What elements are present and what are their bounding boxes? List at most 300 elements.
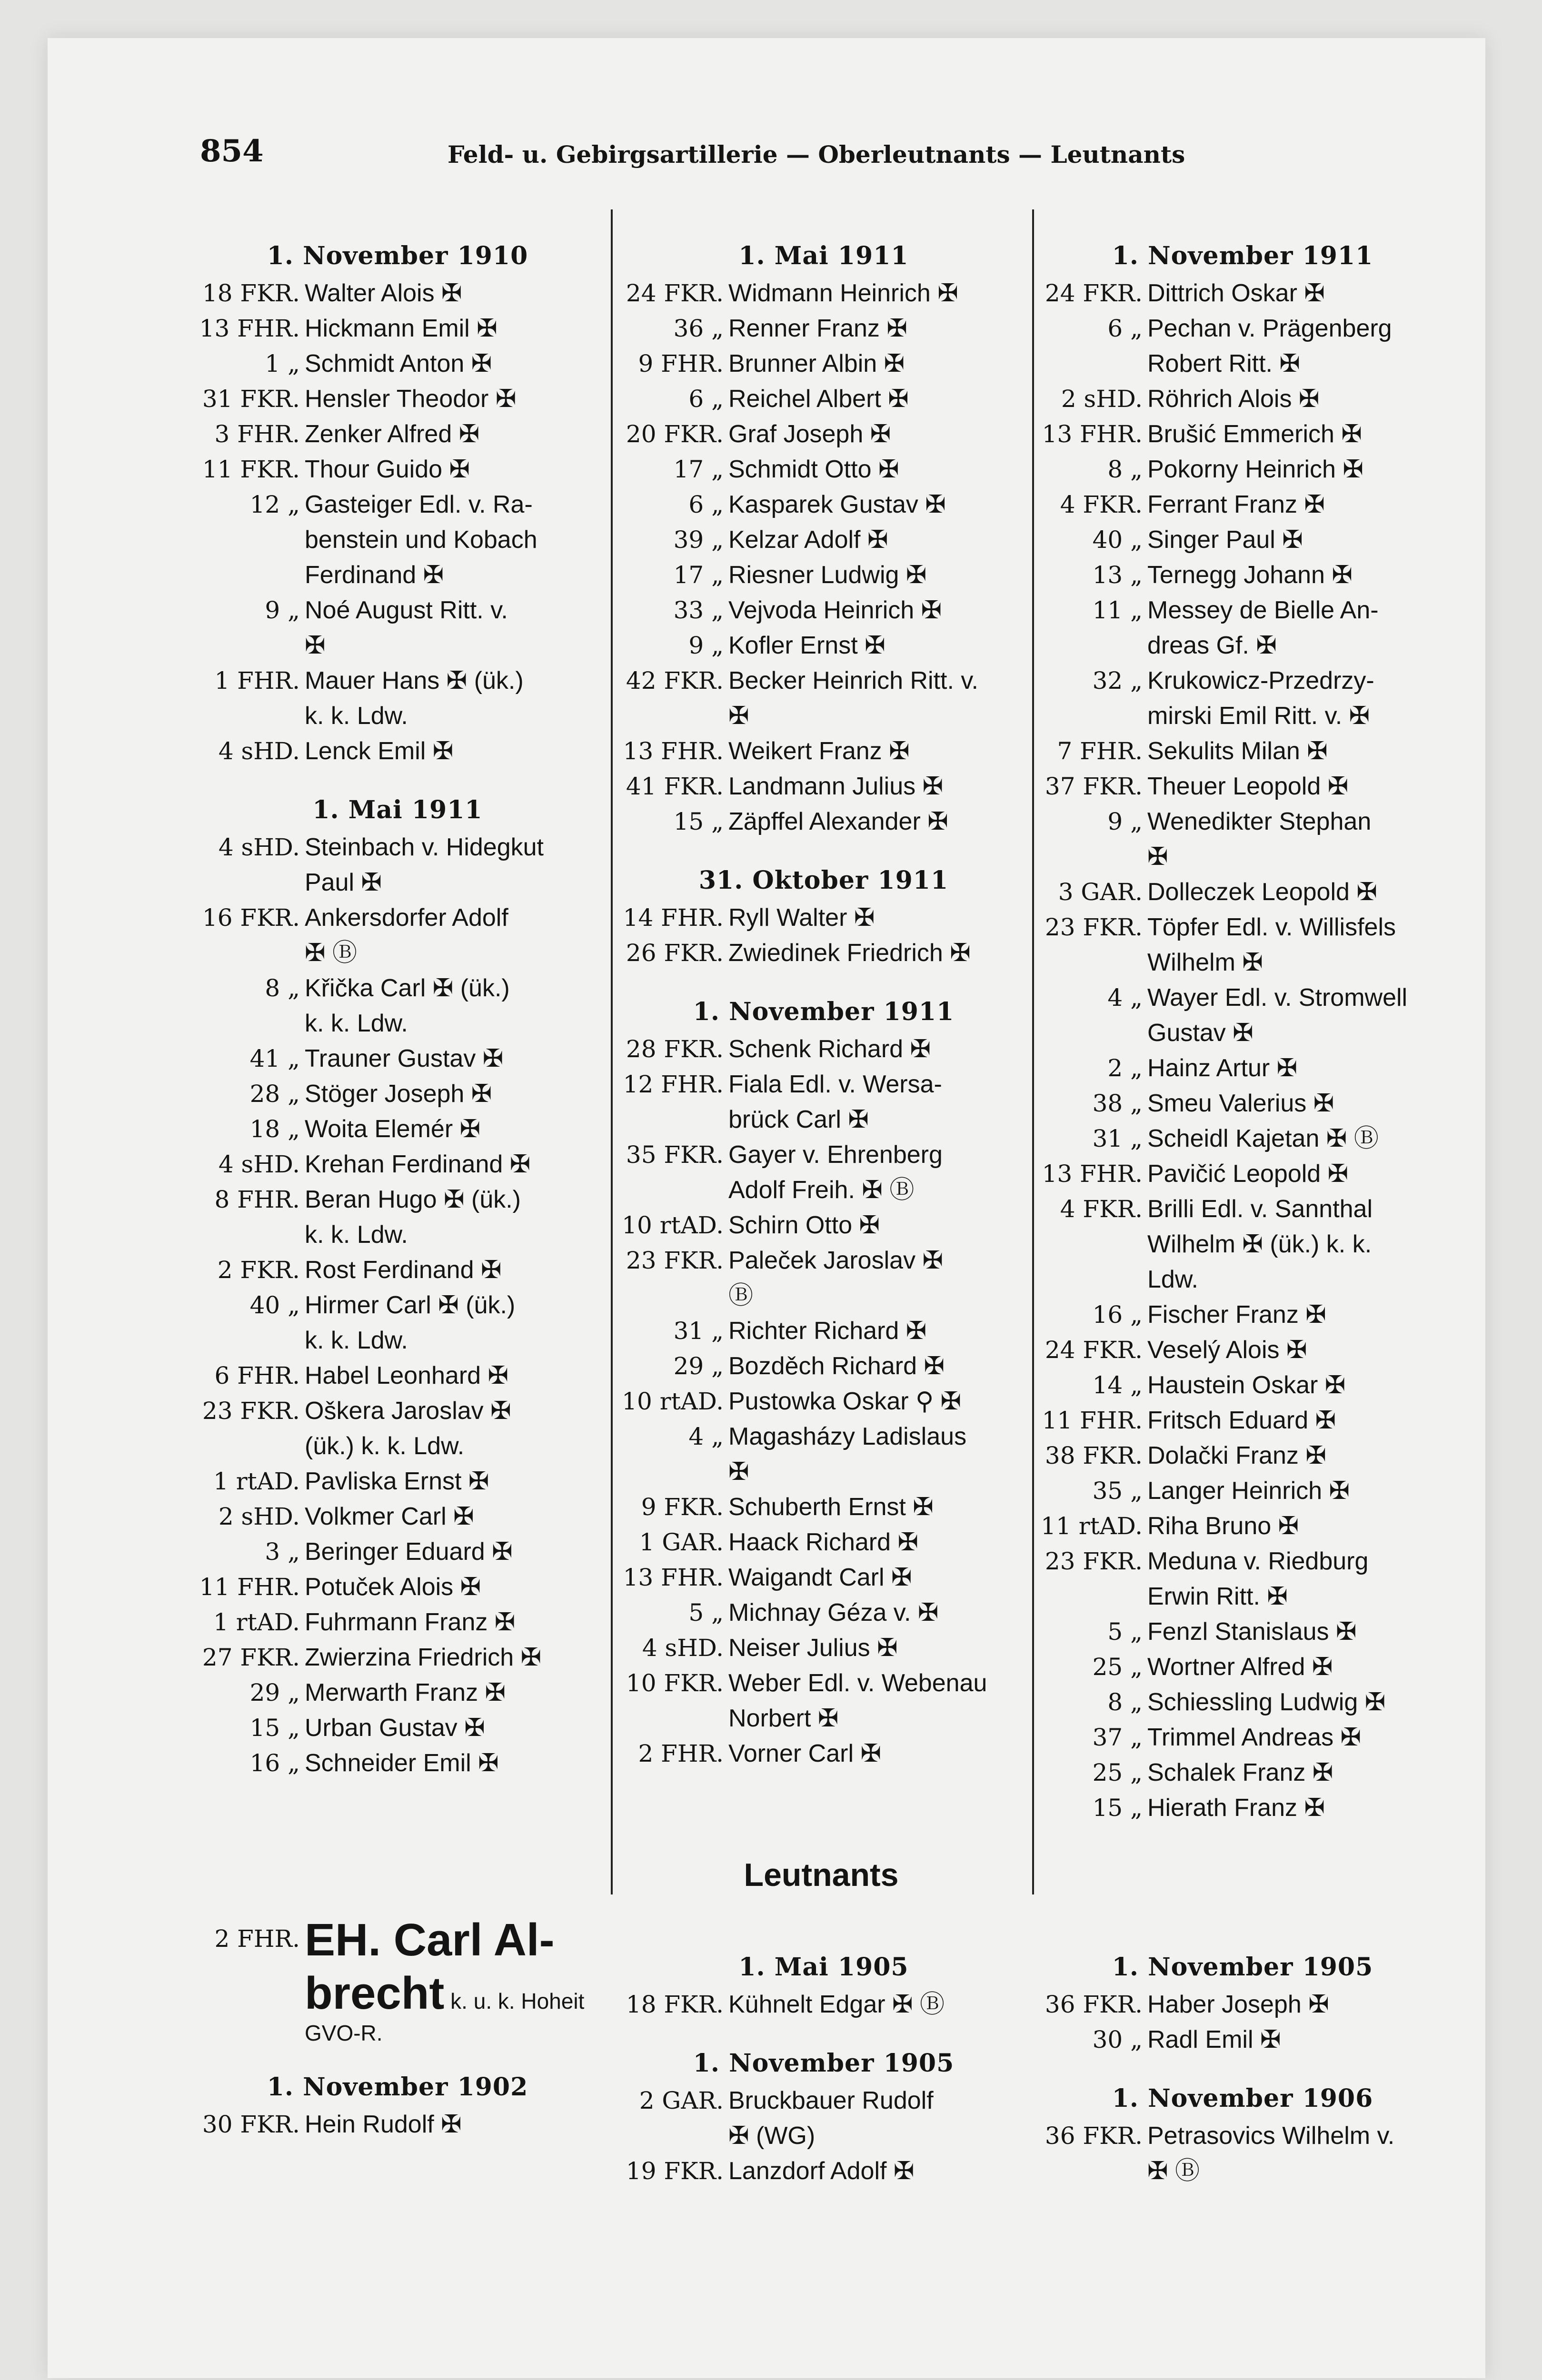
officer-entry	[1040, 804, 1445, 839]
officer-entry	[198, 1605, 597, 1640]
officer-entry	[621, 276, 1026, 311]
officer-entry	[621, 1630, 1026, 1666]
officer-entry	[198, 1358, 597, 1393]
entry-name: Schuberth Ernst ✠	[728, 1493, 934, 1521]
officer-entry	[621, 593, 1026, 628]
officer-entry	[621, 1243, 1026, 1278]
officer-entry	[1040, 1720, 1445, 1755]
entry-name: Steinbach v. Hidegkut	[305, 833, 544, 861]
officer-entry	[198, 1111, 597, 1147]
entry-unit: 14 „	[1092, 1371, 1143, 1399]
entry-unit: 39 „	[673, 526, 724, 554]
entry-name: Zäpffel Alexander ✠	[728, 808, 948, 835]
officer-entry	[198, 416, 597, 452]
entry-name: Krukowicz-Przedrzy-	[1147, 667, 1374, 694]
leutnants-column-1	[198, 1904, 597, 2142]
entry-unit: 7 FHR.	[1057, 737, 1143, 765]
entry-unit: 23 FKR.	[202, 1397, 300, 1425]
entry-unit: 6 „	[688, 491, 724, 518]
entry-unit: 41 „	[249, 1045, 300, 1072]
entry-unit: 11 FKR.	[202, 456, 300, 483]
officer-entry	[198, 830, 597, 865]
entry-name: Riha Bruno ✠	[1147, 1512, 1299, 1540]
entry-unit: 13 „	[1092, 561, 1143, 589]
entry-name: Schmidt Anton ✠	[305, 350, 492, 377]
officer-entry	[198, 1217, 597, 1252]
entry-unit: 14 FHR.	[623, 904, 724, 932]
officer-entry	[621, 1595, 1026, 1630]
officer-entry	[198, 311, 597, 346]
entry-name: Kühnelt Edgar ✠ Ⓑ	[728, 1991, 945, 2018]
entry-unit	[1040, 1227, 1147, 1262]
officer-entry	[1040, 1297, 1445, 1332]
officer-entry	[1040, 1262, 1445, 1297]
column-divider-right	[1032, 209, 1034, 1894]
officer-entry	[1040, 910, 1445, 945]
entry-name: Kasparek Gustav ✠	[728, 491, 946, 518]
entry-name: Reichel Albert ✠	[728, 385, 909, 413]
officer-entry	[1040, 1051, 1445, 1086]
entry-unit: 2 FHR.	[638, 1740, 724, 1767]
entry-name: Ldw.	[1147, 1266, 1198, 1293]
entry-name: ✠	[728, 1458, 749, 1486]
entry-name: Paleček Jaroslav ✠	[728, 1247, 944, 1274]
officer-entry	[198, 1147, 597, 1182]
entry-unit: 9 „	[265, 596, 300, 624]
officer-entry	[621, 769, 1026, 804]
promotion-date-heading: 1. November 1911	[693, 997, 955, 1026]
entry-name: Hickmann Emil ✠	[305, 315, 497, 342]
entry-name: Noé August Ritt. v.	[305, 596, 508, 624]
entry-name: Schneider Emil ✠	[305, 1749, 499, 1777]
officer-entry	[1040, 769, 1445, 804]
entry-name: Pechan v. Prägenberg	[1147, 315, 1392, 342]
promotion-date-heading: 1. November 1910	[267, 241, 528, 270]
entry-unit: 31 „	[1092, 1125, 1143, 1152]
entry-unit: 20 FKR.	[626, 420, 724, 448]
entry-name: Messey de Bielle An-	[1147, 596, 1379, 624]
officer-entry	[621, 1067, 1026, 1102]
entry-name: Zwiedinek Friedrich ✠	[728, 939, 971, 967]
entry-name: k. k. Ldw.	[305, 1327, 408, 1354]
entry-unit: 25 „	[1092, 1759, 1143, 1786]
entry-unit	[1040, 945, 1147, 980]
entry-unit: 1 GAR.	[639, 1528, 724, 1556]
officer-entry	[621, 900, 1026, 935]
entry-unit: 6 FHR.	[214, 1362, 300, 1389]
entry-name: Urban Gustav ✠	[305, 1714, 485, 1742]
entry-unit	[198, 865, 305, 900]
entry-name: brück Carl ✠	[728, 1106, 869, 1133]
entry-unit	[198, 698, 305, 734]
entry-unit: 13 FHR.	[1042, 1160, 1143, 1188]
entry-name: Lenck Emil ✠	[305, 737, 454, 765]
entry-name: Ⓑ	[728, 1282, 754, 1309]
entry-unit: 35 „	[1092, 1477, 1143, 1505]
officer-entry	[621, 1031, 1026, 1067]
officer-entry	[621, 1987, 1026, 2022]
officer-entry	[1040, 1156, 1445, 1191]
entry-name: Wilhelm ✠ (ük.) k. k.	[1147, 1230, 1372, 1258]
entry-unit: 1 rtAD.	[213, 1468, 300, 1495]
entry-unit: 17 „	[673, 456, 724, 483]
entry-name: (ük.) k. k. Ldw.	[305, 1432, 465, 1460]
entry-name: ✠ (WG)	[728, 2122, 816, 2150]
entry-unit: 9 FKR.	[641, 1493, 724, 1521]
entry-unit: 19 FKR.	[626, 2157, 724, 2185]
entry-name: Trimmel Andreas ✠	[1147, 1724, 1362, 1751]
entry-name: Becker Heinrich Ritt. v.	[728, 667, 978, 694]
entry-name: ✠ Ⓑ	[305, 939, 358, 967]
officer-entry	[198, 1041, 597, 1076]
entry-name: Pavičić Leopold ✠	[1147, 1160, 1349, 1188]
promotion-date-heading: 1. Mai 1911	[312, 795, 483, 824]
entry-name: dreas Gf. ✠	[1147, 632, 1277, 659]
column-divider-left	[611, 209, 613, 1894]
officer-entry	[198, 1393, 597, 1428]
officer-entry	[621, 628, 1026, 663]
officer-entry	[621, 663, 1026, 698]
entry-unit: 8 „	[1107, 1688, 1143, 1716]
entry-unit: 3 „	[265, 1538, 300, 1566]
entry-unit: 41 FKR.	[626, 773, 724, 800]
entry-unit: 16 „	[249, 1749, 300, 1777]
entry-name: Haber Joseph ✠	[1147, 1991, 1329, 2018]
entry-unit: 18 „	[249, 1115, 300, 1143]
entry-unit: 13 FHR.	[623, 737, 724, 765]
entry-name: Adolf Freih. ✠ Ⓑ	[728, 1176, 915, 1204]
entry-name: Wilhelm ✠	[1147, 949, 1263, 976]
officer-entry	[198, 971, 597, 1006]
entry-name: Petrasovics Wilhelm v.	[1147, 2122, 1395, 2150]
officer-entry	[1040, 663, 1445, 698]
officer-entry	[621, 311, 1026, 346]
officer-entry	[1040, 874, 1445, 910]
entry-unit	[1040, 839, 1147, 874]
page-number: 854	[200, 133, 264, 169]
officer-entry	[198, 276, 597, 311]
promotion-date-heading: 1. November 1906	[1112, 2084, 1373, 2113]
entry-unit: 9 FHR.	[638, 350, 724, 377]
officer-entry	[1040, 1790, 1445, 1825]
officer-entry	[1040, 1508, 1445, 1544]
entry-unit	[198, 1428, 305, 1464]
entry-unit	[621, 1701, 728, 1736]
entry-name: Beran Hugo ✠ (ük.)	[305, 1186, 521, 1213]
entry-name: Veselý Alois ✠	[1147, 1336, 1307, 1364]
entry-name: Ferrant Franz ✠	[1147, 491, 1325, 518]
officer-entry	[1040, 1473, 1445, 1508]
officer-entry	[198, 1076, 597, 1111]
officer-entry	[621, 1349, 1026, 1384]
entry-unit	[198, 935, 305, 971]
entry-unit: 2 „	[1107, 1054, 1143, 1082]
entry-name: Hainz Artur ✠	[1147, 1054, 1298, 1082]
officer-entry	[198, 1182, 597, 1217]
entry-name: Michnay Géza v. ✠	[728, 1599, 939, 1626]
officer-entry	[198, 865, 597, 900]
officer-entry	[1040, 1368, 1445, 1403]
entry-name: Brilli Edl. v. Sannthal	[1147, 1195, 1373, 1223]
entry-name: Landmann Julius ✠	[728, 773, 944, 800]
entry-name: Brušić Emmerich ✠	[1147, 420, 1362, 448]
officer-entry	[198, 628, 597, 663]
promotion-date-heading: 1. Mai 1911	[738, 241, 909, 270]
entry-unit	[198, 1323, 305, 1358]
entry-unit: 6 „	[1107, 315, 1143, 342]
officer-entry	[1040, 522, 1445, 557]
entry-unit	[198, 628, 305, 663]
entry-unit: 8 „	[1107, 456, 1143, 483]
entry-unit: 18 FKR.	[626, 1991, 724, 2018]
officer-entry	[198, 522, 597, 557]
officer-entry	[198, 1323, 597, 1358]
leutnants-column-3	[1040, 1942, 1445, 2189]
entry-unit: 40 „	[249, 1291, 300, 1319]
entry-unit: 30 „	[1092, 2026, 1143, 2053]
running-title: Feld- u. Gebirgsartillerie — Oberleutnants — Leutnants	[448, 140, 1185, 169]
entry-name: Töpfer Edl. v. Willisfels	[1147, 913, 1396, 941]
officer-entry	[1040, 346, 1445, 381]
entry-unit: 10 rtAD.	[622, 1211, 724, 1239]
officer-entry	[1040, 839, 1445, 874]
entry-name: Bruckbauer Rudolf	[728, 2087, 934, 2114]
entry-name: Hensler Theodor ✠	[305, 385, 517, 413]
entry-name: Gayer v. Ehrenberg	[728, 1141, 943, 1169]
entry-name: Weikert Franz ✠	[728, 737, 910, 765]
entry-unit: 37 FKR.	[1045, 773, 1143, 800]
entry-name: Smeu Valerius ✠	[1147, 1090, 1334, 1117]
entry-name: Fuhrmann Franz ✠	[305, 1608, 516, 1636]
officer-entry	[621, 935, 1026, 971]
officer-entry	[1040, 276, 1445, 311]
entry-unit: 12 „	[249, 491, 300, 518]
entry-unit: 28 FKR.	[626, 1035, 724, 1063]
entry-unit: 32 „	[1092, 667, 1143, 694]
entry-unit: 15 „	[673, 808, 724, 835]
spacer	[621, 971, 1026, 987]
entry-unit: 13 FHR.	[1042, 420, 1143, 448]
archduke-honor: k. u. k. Hoheit	[450, 1989, 585, 2013]
entry-unit	[621, 698, 728, 734]
officer-entry	[1040, 734, 1445, 769]
officer-entry	[198, 1675, 597, 1710]
entry-unit: 30 FKR.	[202, 2111, 300, 2138]
officer-entry	[198, 487, 597, 522]
entry-unit: 36 FKR.	[1045, 2122, 1143, 2150]
entry-unit	[1040, 346, 1147, 381]
entry-unit: 23 FKR.	[1045, 1547, 1143, 1575]
officer-entry	[621, 1102, 1026, 1137]
promotion-date-heading: 31. Oktober 1911	[698, 866, 949, 895]
entry-unit: 42 FKR.	[626, 667, 724, 694]
officer-entry	[1040, 1015, 1445, 1051]
entry-name: Hierath Franz ✠	[1147, 1794, 1325, 1822]
entry-name: Meduna v. Riedburg	[1147, 1547, 1369, 1575]
entry-name: Ternegg Johann ✠	[1147, 561, 1353, 589]
entry-name: Beringer Eduard ✠	[305, 1538, 513, 1566]
entry-unit	[1040, 1579, 1147, 1614]
entry-unit: 24 FKR.	[626, 279, 724, 307]
entry-name: Thour Guido ✠	[305, 456, 470, 483]
entry-name: Fiala Edl. v. Wersa-	[728, 1071, 942, 1098]
entry-unit: 3 FHR.	[214, 420, 300, 448]
entry-name: Ferdinand ✠	[305, 561, 444, 589]
officer-entry	[198, 2107, 597, 2142]
officer-entry	[198, 1428, 597, 1464]
spacer	[621, 2022, 1026, 2038]
officer-entry	[198, 698, 597, 734]
officer-entry	[1040, 557, 1445, 593]
entry-name: Rost Ferdinand ✠	[305, 1256, 502, 1284]
entry-unit: 2 FKR.	[217, 1256, 300, 1284]
archduke-honor-2: GVO-R.	[305, 2021, 383, 2045]
officer-entry	[1040, 1191, 1445, 1227]
entry-name: Walter Alois ✠	[305, 279, 462, 307]
officer-entry	[1040, 1579, 1445, 1614]
entry-unit: 16 „	[1092, 1301, 1143, 1329]
entry-unit: 1 FHR.	[214, 667, 300, 694]
entry-unit	[621, 1278, 728, 1313]
officer-entry	[1040, 1438, 1445, 1473]
section-heading-leutnants: Leutnants	[744, 1857, 899, 1893]
entry-name: Wayer Edl. v. Stromwell	[1147, 984, 1408, 1012]
officer-entry	[1040, 1614, 1445, 1649]
entry-unit: 1 „	[265, 350, 300, 377]
entry-name: Fenzl Stanislaus ✠	[1147, 1618, 1357, 1646]
entry-name: Schalek Franz ✠	[1147, 1759, 1333, 1786]
entry-name: Waigandt Carl ✠	[728, 1564, 912, 1591]
officer-entry	[621, 1736, 1026, 1771]
entry-name: Zwierzina Friedrich ✠	[305, 1644, 542, 1671]
officer-entry	[198, 1464, 597, 1499]
entry-unit: 9 „	[688, 632, 724, 659]
entry-name: Riesner Ludwig ✠	[728, 561, 927, 589]
leutnants-column-2	[621, 1942, 1026, 2189]
entry-unit: 4 FKR.	[1060, 1195, 1143, 1223]
entry-name: Norbert ✠	[728, 1705, 839, 1732]
entry-unit: 9 „	[1107, 808, 1143, 835]
entry-unit: 17 „	[673, 561, 724, 589]
entry-name: Wenedikter Stephan	[1147, 808, 1372, 835]
entry-unit	[198, 1217, 305, 1252]
officer-entry	[621, 1666, 1026, 1701]
entry-name: Dittrich Oskar ✠	[1147, 279, 1325, 307]
entry-name: Richter Richard ✠	[728, 1317, 927, 1345]
promotion-date-heading: 1. November 1905	[1112, 1953, 1373, 1982]
officer-entry	[621, 1313, 1026, 1349]
entry-name: Ryll Walter ✠	[728, 904, 875, 932]
entry-unit: 1 rtAD.	[213, 1608, 300, 1636]
officer-entry	[1040, 416, 1445, 452]
officer-entry	[621, 1525, 1026, 1560]
officer-entry	[621, 346, 1026, 381]
entry-name: benstein und Kobach	[305, 526, 537, 554]
officer-entry	[198, 1640, 597, 1675]
entry-unit: 23 FKR.	[626, 1247, 724, 1274]
officer-entry	[1040, 2022, 1445, 2057]
entry-name: Kelzar Adolf ✠	[728, 526, 888, 554]
entry-unit: 4 sHD.	[218, 833, 300, 861]
officer-entry	[198, 1252, 597, 1288]
officer-entry	[198, 1569, 597, 1605]
entry-unit: 26 FKR.	[626, 939, 724, 967]
officer-entry	[1040, 487, 1445, 522]
entry-unit: 13 FHR.	[199, 315, 300, 342]
officer-entry	[621, 804, 1026, 839]
officer-entry	[1040, 2153, 1445, 2189]
leutnants-column-1-list	[198, 2070, 597, 2142]
entry-unit: 4 FKR.	[1060, 491, 1143, 518]
officer-entry	[1040, 1121, 1445, 1156]
entry-unit	[1040, 1015, 1147, 1051]
entry-name: Ankersdorfer Adolf	[305, 904, 508, 932]
officer-entry	[621, 1278, 1026, 1313]
entry-unit: 11 „	[1092, 596, 1143, 624]
officer-entry	[1040, 1987, 1445, 2022]
officer-entry	[1040, 311, 1445, 346]
entry-unit: 27 FKR.	[202, 1644, 300, 1671]
entry-unit	[198, 1006, 305, 1041]
entry-unit: 2 GAR.	[639, 2087, 724, 2114]
officer-entry	[1040, 1685, 1445, 1720]
spacer	[621, 839, 1026, 855]
entry-unit: 11 FHR.	[199, 1573, 300, 1601]
entry-name: ✠ Ⓑ	[1147, 2157, 1200, 2185]
entry-name: Radl Emil ✠	[1147, 2026, 1281, 2053]
entry-name: Fritsch Eduard ✠	[1147, 1407, 1336, 1434]
officer-entry	[198, 1288, 597, 1323]
entry-unit: 40 „	[1092, 526, 1143, 554]
entry-name: Scheidl Kajetan ✠ Ⓑ	[1147, 1125, 1379, 1152]
entry-unit: 38 „	[1092, 1090, 1143, 1117]
officer-entry	[1040, 2118, 1445, 2153]
entry-name: Pustowka Oskar ⚲ ✠	[728, 1388, 962, 1415]
archduke-entry	[198, 1914, 597, 2046]
entry-name: Wortner Alfred ✠	[1147, 1653, 1333, 1681]
entry-unit	[198, 522, 305, 557]
entry-unit: 10 rtAD.	[622, 1388, 724, 1415]
officer-entry	[198, 1710, 597, 1745]
entry-unit: 24 FKR.	[1045, 1336, 1143, 1364]
officer-entry	[621, 452, 1026, 487]
entry-unit	[621, 2118, 728, 2153]
entry-unit: 3 GAR.	[1058, 878, 1143, 906]
entry-unit: 31 „	[673, 1317, 724, 1345]
entry-name: Langer Heinrich ✠	[1147, 1477, 1350, 1505]
officer-entry	[621, 2083, 1026, 2118]
officer-entry	[621, 1172, 1026, 1208]
entry-unit: 11 rtAD.	[1041, 1512, 1143, 1540]
entry-name: Schirn Otto ✠	[728, 1211, 880, 1239]
entry-unit: 29 „	[673, 1352, 724, 1380]
entry-unit	[1040, 698, 1147, 734]
entry-name: Schmidt Otto ✠	[728, 456, 899, 483]
archduke-name-line-1: EH. Carl Al-	[305, 1914, 555, 1965]
officer-entry	[1040, 945, 1445, 980]
entry-name: ✠	[1147, 843, 1168, 871]
entry-unit: 8 FHR.	[214, 1186, 300, 1213]
entry-name: Singer Paul ✠	[1147, 526, 1303, 554]
entry-name: Habel Leonhard ✠	[305, 1362, 509, 1389]
entry-name: Theuer Leopold ✠	[1147, 773, 1349, 800]
entry-unit: 11 FHR.	[1042, 1407, 1143, 1434]
entry-name: Brunner Albin ✠	[728, 350, 905, 377]
entry-name: Fischer Franz ✠	[1147, 1301, 1326, 1329]
entry-name: Pavliska Ernst ✠	[305, 1468, 489, 1495]
archduke-name-line-2: brecht	[305, 1968, 445, 2019]
entry-unit: 18 FKR.	[202, 279, 300, 307]
